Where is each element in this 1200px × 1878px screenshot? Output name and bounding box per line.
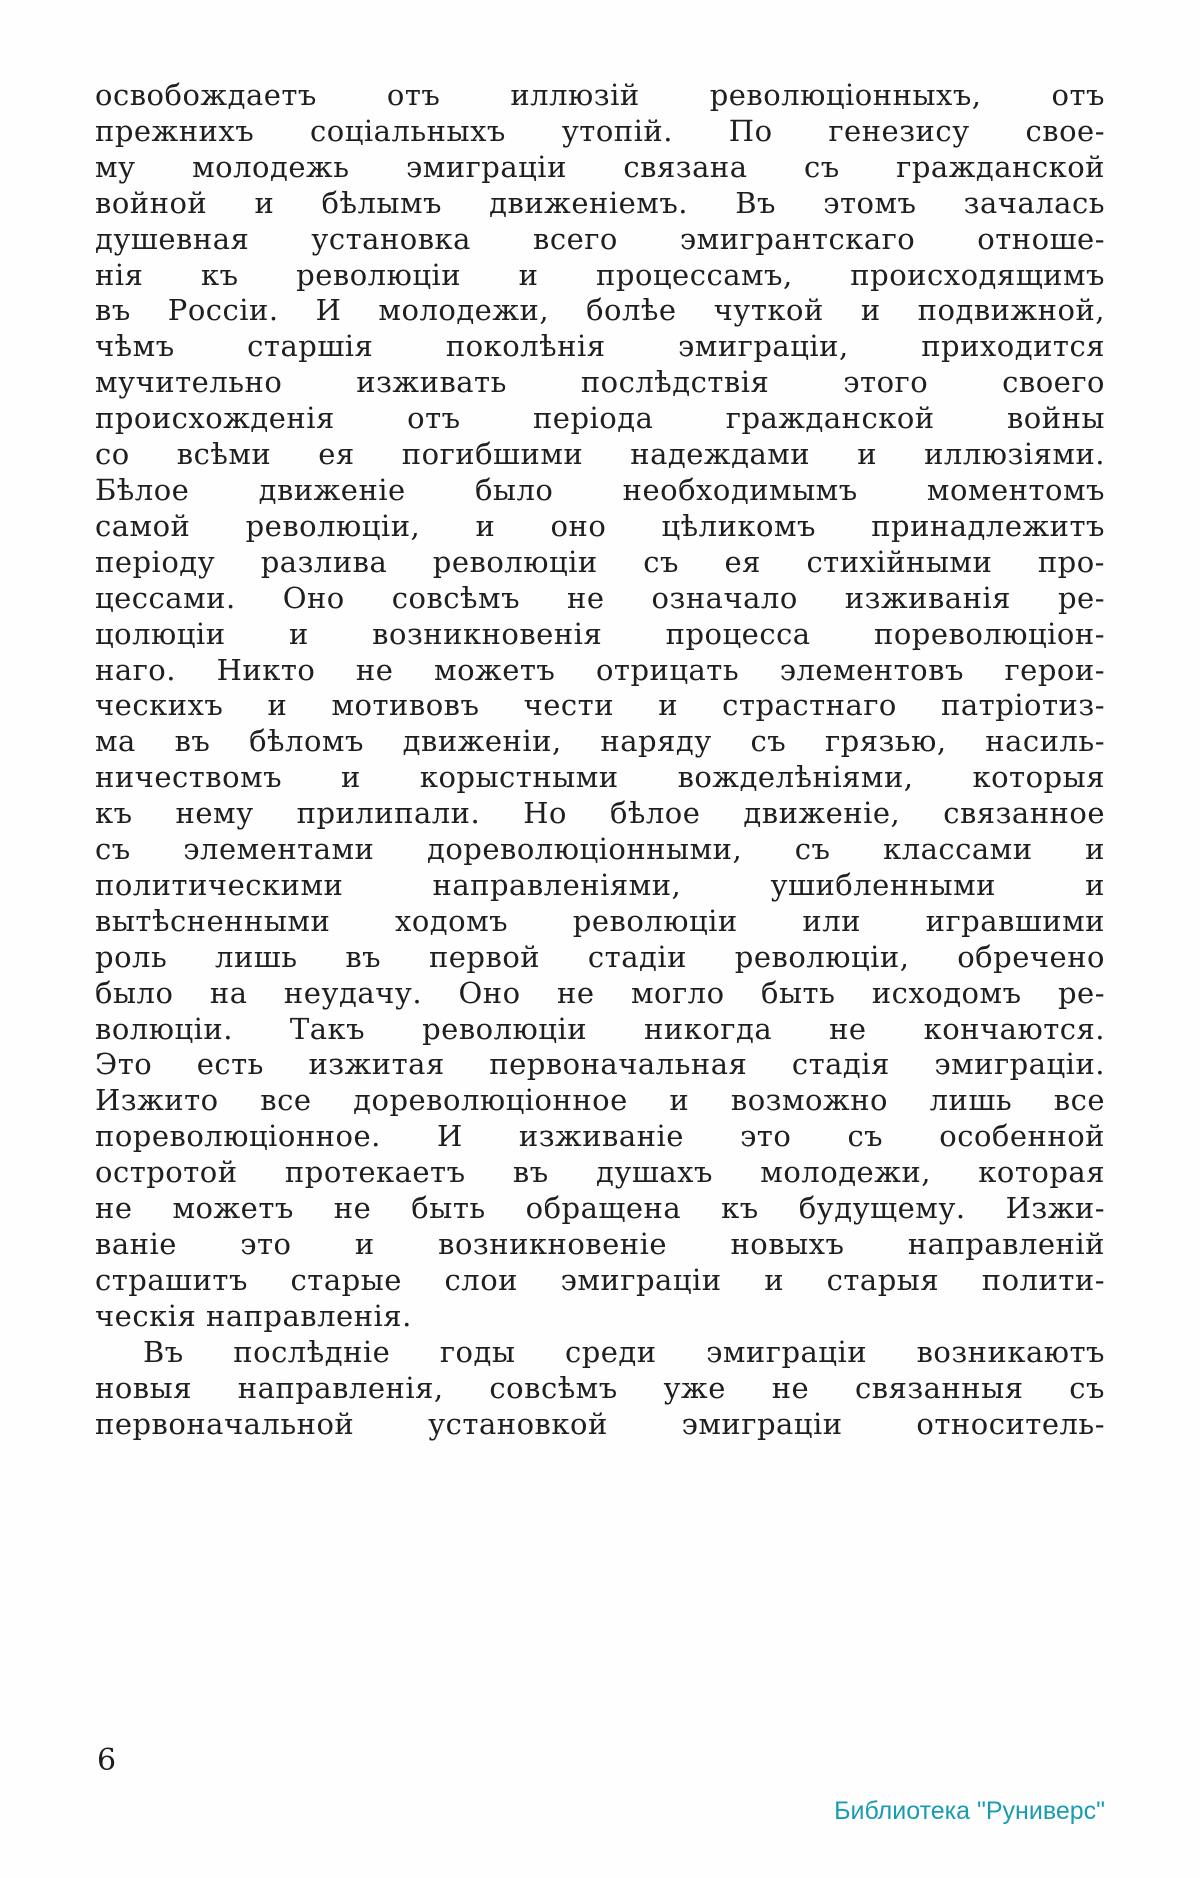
text-line: душевная установка всего эмигрантскаго отноше- — [95, 221, 1105, 256]
text-line: роль лишь въ первой стадіи революціи, обречено — [95, 939, 1105, 974]
text-line: Въ послѣдніе годы среди эмиграціи возникаютъ — [143, 1334, 1105, 1369]
text-line: происхожденія отъ періода гражданской войны — [95, 401, 1105, 436]
text-line: періоду разлива революціи съ ея стихійными про- — [95, 544, 1105, 579]
text-line: ческихъ и мотивовъ чести и страстнаго патріотиз- — [95, 688, 1105, 723]
text-line: политическими направленіями, ушибленными и — [95, 867, 1105, 902]
text-line: мучительно изживать послѣдствія этого своего — [95, 365, 1105, 400]
text-line: ваніе это и возникновеніе новыхъ направленій — [95, 1227, 1105, 1261]
text-line: къ нему прилипали. Но бѣлое движеніе, связанное — [95, 796, 1105, 831]
text-line: нія къ революціи и процессамъ, происходящимъ — [95, 257, 1105, 292]
text-line: чѣмъ старшія поколѣнія эмиграціи, приходится — [95, 329, 1105, 364]
text-line: самой революціи, и оно цѣликомъ принадлежитъ — [95, 508, 1105, 543]
text-line: со всѣми ея погибшими надеждами и иллюзіями. — [95, 437, 1105, 472]
text-line: остротой протекаетъ въ душахъ молодежи, которая — [95, 1155, 1105, 1190]
text-line: цолюціи и возникновенія процесса пореволюціон- — [95, 616, 1105, 651]
text-line: въ Россіи. И молодежи, болѣе чуткой и подвижной, — [95, 293, 1105, 328]
text-line: волюціи. Такъ революціи никогда не кончаются. — [95, 1011, 1105, 1046]
text-line: новыя направленія, совсѣмъ уже не связанныя съ — [95, 1370, 1105, 1405]
text-line: страшитъ старые слои эмиграціи и старыя полити- — [95, 1262, 1105, 1297]
library-watermark: Библиотека "Руниверс" — [834, 1797, 1105, 1825]
text-line: первоначальной установкой эмиграціи относитель- — [95, 1406, 1105, 1441]
text-line: Это есть изжитая первоначальная стадія эмиграціи. — [95, 1047, 1105, 1082]
text-line: было на неудачу. Оно не могло быть исходомъ ре- — [95, 975, 1105, 1010]
text-line: не можетъ не быть обращена къ будущему. Изжи- — [95, 1191, 1105, 1226]
text-line: наго. Никто не можетъ отрицать элементовъ герои- — [95, 652, 1105, 687]
text-line: ческія направленія. — [95, 1298, 412, 1333]
text-line: съ элементами дореволюціонными, съ классами и — [95, 832, 1105, 867]
text-line: ничествомъ и корыстными вожделѣніями, которыя — [95, 760, 1105, 795]
body-text — [95, 78, 1105, 1442]
text-line: освобождаетъ отъ иллюзій революціонныхъ, отъ — [95, 78, 1105, 112]
text-line: Бѣлое движеніе было необходимымъ моментомъ — [95, 472, 1105, 507]
text-line: войной и бѣлымъ движеніемъ. Въ этомъ зачалась — [95, 185, 1105, 220]
text-line: прежнихъ соціальныхъ утопій. По генезису свое- — [95, 113, 1105, 148]
page-number: 6 — [97, 1743, 117, 1778]
text-line: пореволюціонное. И изживаніе это съ особенной — [95, 1119, 1105, 1154]
text-line: Изжито все дореволюціонное и возможно лишь все — [95, 1083, 1105, 1118]
text-line: му молодежь эмиграціи связана съ гражданской — [95, 149, 1105, 184]
text-line: вытѣсненными ходомъ революціи или игравшими — [95, 903, 1105, 938]
text-line: ма въ бѣломъ движеніи, наряду съ грязью, насиль- — [95, 724, 1105, 759]
text-line: цессами. Оно совсѣмъ не означало изживанія ре- — [95, 580, 1105, 615]
